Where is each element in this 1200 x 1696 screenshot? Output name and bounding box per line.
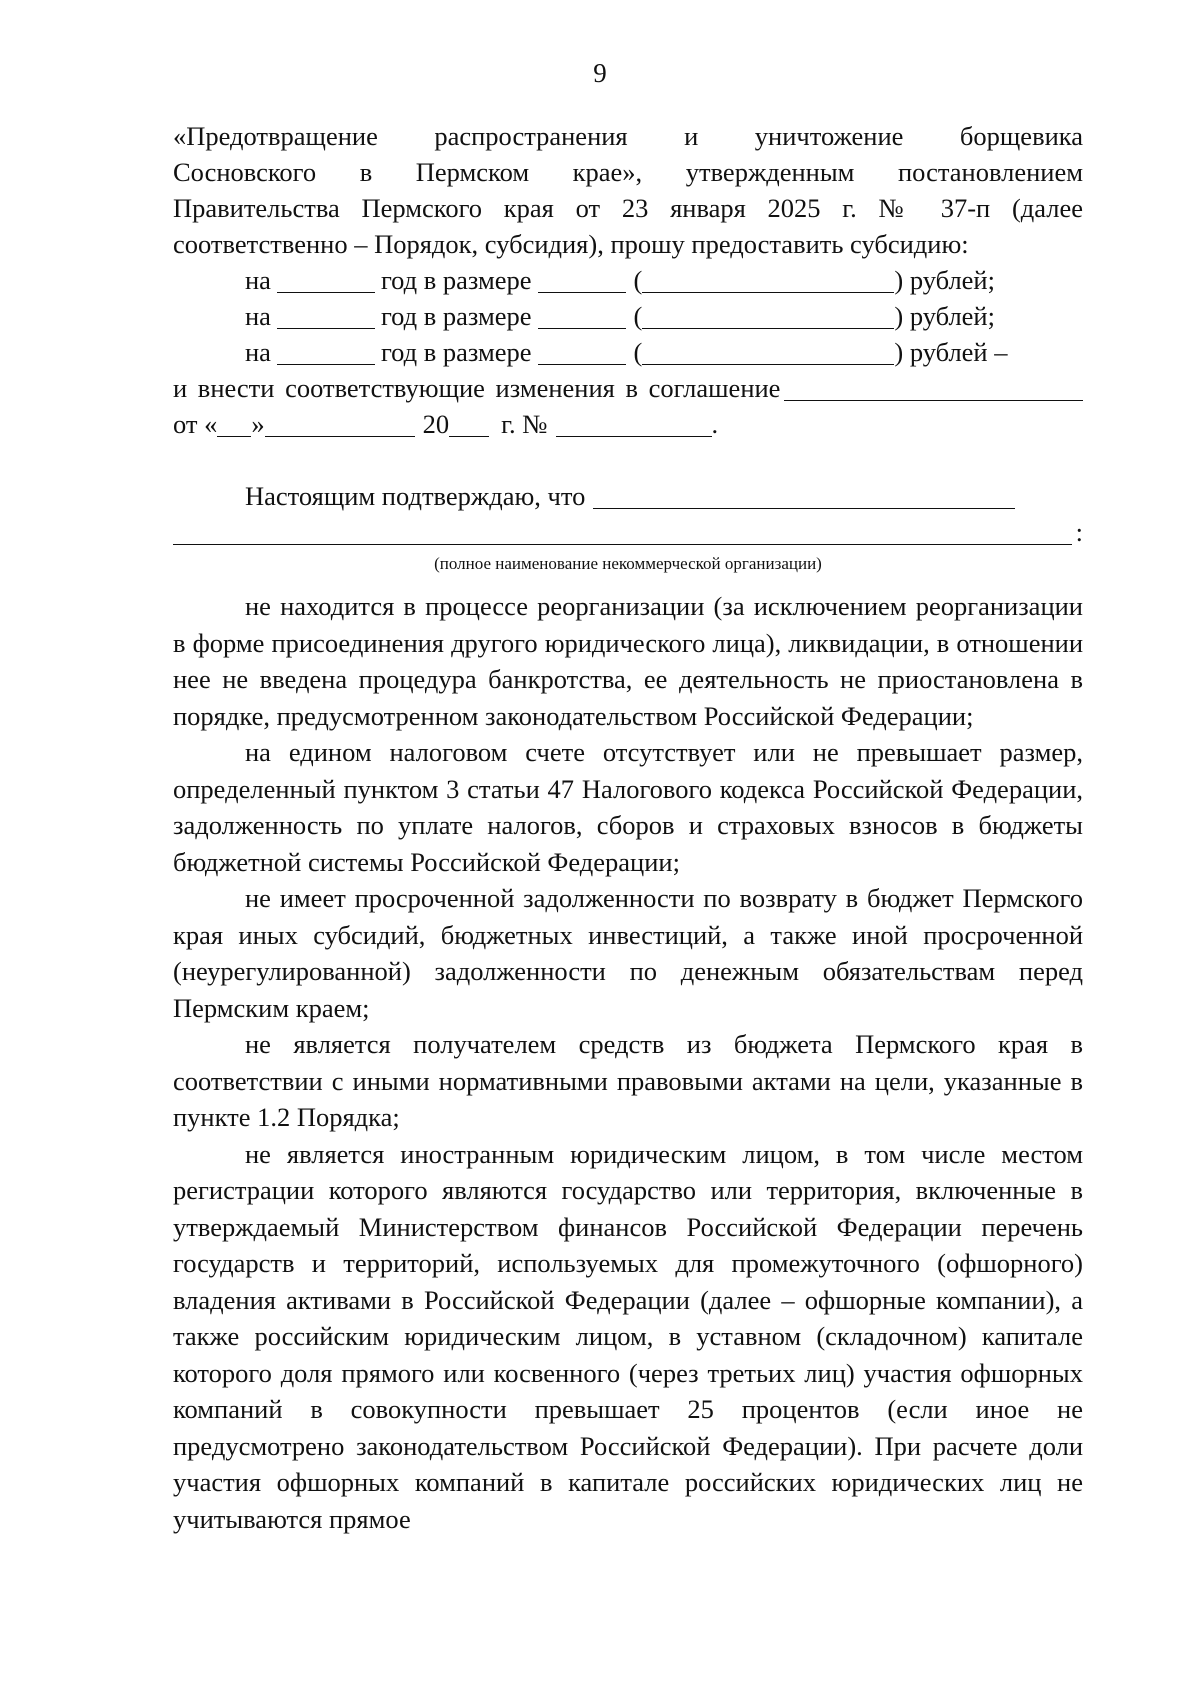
year-blank[interactable] [277, 337, 375, 365]
rubles-label: ) рублей; [894, 301, 995, 331]
amount-row-1 [173, 262, 1083, 298]
amount-number-blank[interactable] [538, 337, 626, 365]
amount-words-blank[interactable] [642, 301, 894, 329]
number-label: г. № [501, 409, 548, 439]
org-name-blank-2[interactable] [173, 517, 1072, 545]
month-blank[interactable] [265, 409, 415, 437]
year-blank[interactable] [277, 301, 375, 329]
colon: : [1075, 517, 1083, 547]
na-label: на [245, 301, 271, 331]
agreement-row [173, 370, 1083, 406]
org-name-blank-1[interactable] [593, 481, 1015, 509]
period: . [711, 409, 719, 439]
org-name-row [173, 514, 1083, 550]
year-size-label: год в размере [380, 337, 532, 367]
na-label: на [245, 337, 271, 367]
amount-words-blank[interactable] [642, 265, 894, 293]
year-size-label: год в размере [380, 301, 532, 331]
document-body [173, 118, 1083, 1537]
agreement-number-blank[interactable] [556, 409, 712, 437]
condition-paragraph: не находится в процессе реорганизации (за исключением реорганизации в форме присоединения другого юридического лица), ликвидации, в отношении нее не введена процедура банкротства, ее деятельность не приостановлена в порядке, предусмотренном законодательством Российской Федерации; [173, 591, 1083, 731]
year-prefix: 20 [422, 409, 450, 439]
intro-line-3: Правительства Пермского края от 23 января 2025 г. № 37-п (далее [173, 193, 1083, 223]
confirm-row [173, 478, 1083, 514]
year-blank[interactable] [277, 265, 375, 293]
open-paren: ( [633, 337, 643, 367]
rubles-label: ) рублей; [894, 265, 995, 295]
agreement-blank[interactable] [784, 373, 1083, 401]
quote-close: » [251, 409, 265, 439]
intro-line-1: «Предотвращение распространения и уничтожение борщевика [173, 121, 1083, 151]
year-size-label: год в размере [380, 265, 532, 295]
amount-row-3 [173, 334, 1083, 370]
condition-paragraph: не имеет просроченной задолженности по возврату в бюджет Пермского края иных субсидий, бюджетных инвестиций, а также иной просроченной (неурегулированной) задолженности по денежным обязательствам перед Пермским краем; [173, 883, 1083, 1023]
from-label: от « [173, 409, 218, 439]
amount-row-2 [173, 298, 1083, 334]
spacer [173, 442, 1083, 478]
amount-number-blank[interactable] [538, 265, 626, 293]
agreement-date-row [173, 406, 1083, 442]
page-number: 9 [593, 58, 607, 88]
intro-line-4: соответственно – Порядок, субсидия), прошу предоставить субсидию: [173, 229, 969, 259]
org-name-caption: (полное наименование некоммерческой организации) [434, 554, 822, 573]
agreement-label: и внести соответствующие изменения в соглашение [173, 373, 781, 403]
day-blank[interactable] [217, 409, 251, 437]
confirm-label: Настоящим подтверждаю, что [245, 481, 586, 511]
condition-paragraph: на едином налоговом счете отсутствует или не превышает размер, определенный пунктом 3 статьи 47 Налогового кодекса Российской Федерации, задолженность по уплате налогов, сборов и страховых взносов в бюджеты бюджетной системы Российской Федерации; [173, 737, 1083, 877]
amount-words-blank[interactable] [642, 337, 894, 365]
amount-number-blank[interactable] [538, 301, 626, 329]
condition-paragraph: не является иностранным юридическим лицом, в том числе местом регистрации которого являются государство или территория, включенные в утверждаемый Министерством финансов Российской Федерации перечень государств и территорий, используемых для промежуточного (офшорного) владения активами в Российской Федерации (далее – офшорные компании), а также российским юридическим лицом, в уставном (складочном) капитале которого доля прямого или косвенного (через третьих лиц) участия офшорных компаний в совокупности превышает 25 процентов (если иное не предусмотрено законодательством Российской Федерации). При расчете доли участия офшорных компаний в капитале российских юридических лиц не учитываются прямое [173, 1138, 1083, 1534]
year-suffix-blank[interactable] [449, 409, 489, 437]
condition-paragraph: не является получателем средств из бюджета Пермского края в соответствии с иными нормативными правовыми актами на цели, указанные в пункте 1.2 Порядка; [173, 1029, 1083, 1132]
intro-line-2: Сосновского в Пермском крае», утвержденным постановлением [173, 157, 1083, 187]
open-paren: ( [633, 265, 643, 295]
rubles-label: ) рублей – [894, 337, 1008, 367]
open-paren: ( [633, 301, 643, 331]
na-label: на [245, 265, 271, 295]
